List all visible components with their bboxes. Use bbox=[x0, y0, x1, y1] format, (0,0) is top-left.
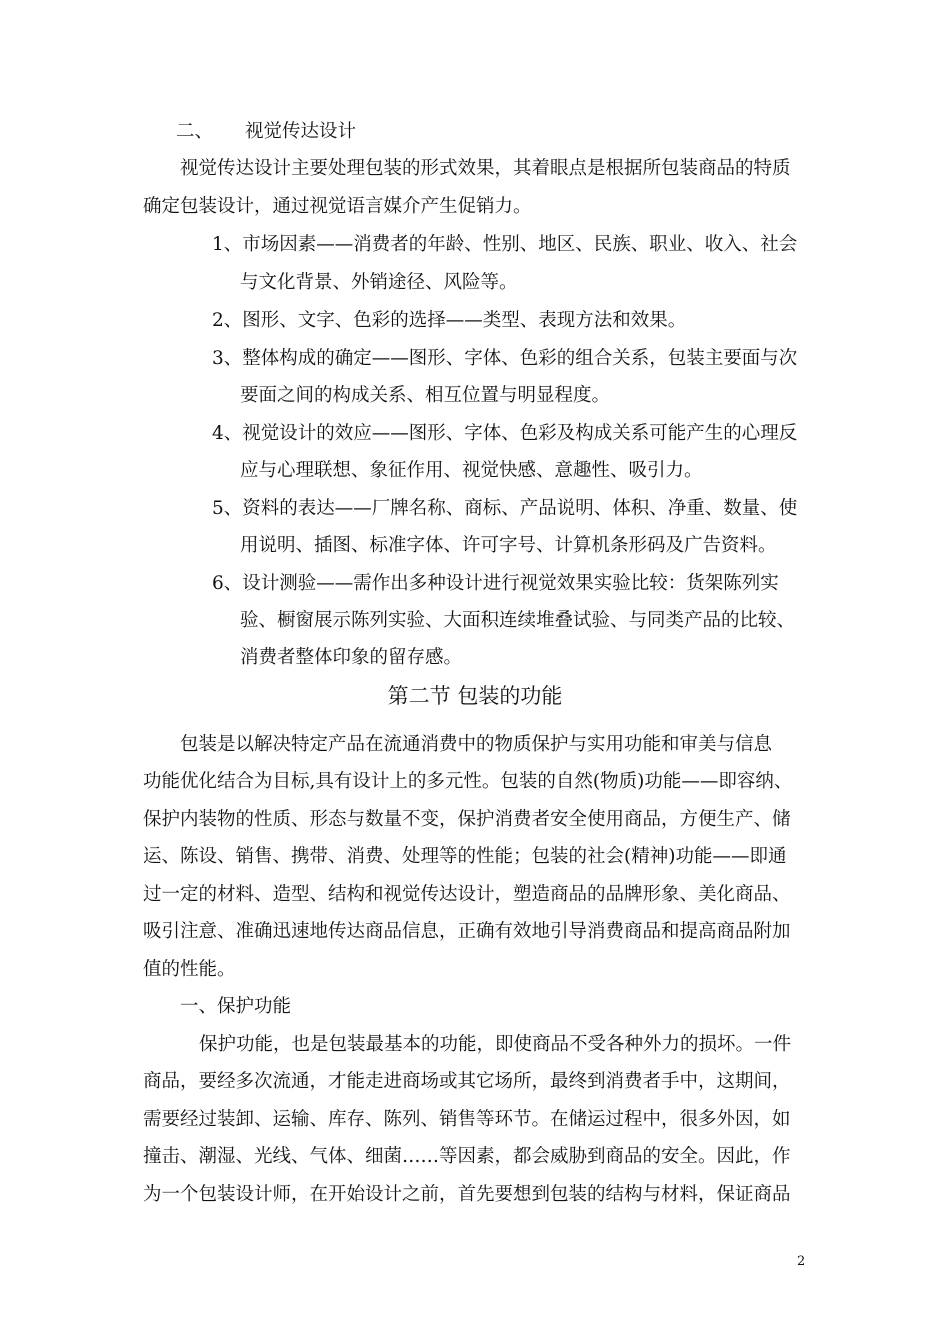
list-item-4: 4、视觉设计的效应——图形、字体、色彩及构成关系可能产生的心理反 bbox=[212, 423, 798, 444]
page-number: 2 bbox=[797, 1254, 806, 1269]
section-title: 视觉传达设计 bbox=[245, 121, 357, 142]
list-item-6-cont: 验、橱窗展示陈列实验、大面积连续堆叠试验、与同类产品的比较、 bbox=[240, 610, 796, 631]
protection-paragraph-line: 商品，要经多次流通，才能走进商场或其它场所，最终到消费者手中，这期间， bbox=[143, 1071, 791, 1092]
list-item-4-cont: 应与心理联想、象征作用、视觉快感、意趣性、吸引力。 bbox=[240, 460, 703, 481]
section-number: 二、 bbox=[176, 121, 214, 142]
protection-paragraph-line: 撞击、潮湿、光线、气体、细菌……等因素，都会威胁到商品的安全。因此，作 bbox=[143, 1146, 791, 1167]
list-item-3: 3、整体构成的确定——图形、字体、色彩的组合关系，包装主要面与次 bbox=[212, 348, 798, 369]
list-item-2: 2、图形、文字、色彩的选择——类型、表现方法和效果。 bbox=[212, 310, 687, 331]
list-item-1: 1、市场因素——消费者的年龄、性别、地区、民族、职业、收入、社会 bbox=[212, 234, 798, 255]
function-paragraph-line: 保护内装物的性质、形态与数量不变，保护消费者安全使用商品，方便生产、储 bbox=[143, 809, 791, 830]
list-item-5-cont: 用说明、插图、标准字体、许可字号、计算机条形码及广告资料。 bbox=[240, 535, 777, 556]
chapter-title: 第二节 包装的功能 bbox=[387, 684, 563, 708]
list-item-5: 5、资料的表达——厂牌名称、商标、产品说明、体积、净重、数量、使 bbox=[212, 498, 798, 519]
intro-line: 确定包装设计，通过视觉语言媒介产生促销力。 bbox=[143, 196, 532, 217]
intro-line: 视觉传达设计主要处理包装的形式效果，其着眼点是根据所包装商品的特质 bbox=[180, 158, 791, 179]
list-item-6-cont: 消费者整体印象的留存感。 bbox=[240, 647, 463, 668]
function-paragraph-line: 功能优化结合为目标,具有设计上的多元性。包装的自然(物质)功能——即容纳、 bbox=[143, 771, 793, 792]
list-item-6: 6、设计测验——需作出多种设计进行视觉效果实验比较：货架陈列实 bbox=[212, 573, 779, 594]
protection-paragraph-line: 为一个包装设计师，在开始设计之前，首先要想到包装的结构与材料，保证商品 bbox=[143, 1184, 791, 1205]
function-paragraph-line: 吸引注意、准确迅速地传达商品信息，正确有效地引导消费商品和提高商品附加 bbox=[143, 921, 791, 942]
function-paragraph-line: 过一定的材料、造型、结构和视觉传达设计，塑造商品的品牌形象、美化商品、 bbox=[143, 884, 791, 905]
protection-paragraph-line: 保护功能，也是包装最基本的功能，即使商品不受各种外力的损坏。一件 bbox=[199, 1034, 792, 1055]
function-paragraph-line: 值的性能。 bbox=[143, 959, 236, 980]
sub-heading: 一、保护功能 bbox=[180, 996, 292, 1017]
function-paragraph-line: 包装是以解决特定产品在流通消费中的物质保护与实用功能和审美与信息 bbox=[180, 734, 773, 755]
list-item-1-cont: 与文化背景、外销途径、风险等。 bbox=[240, 272, 518, 293]
list-item-3-cont: 要面之间的构成关系、相互位置与明显程度。 bbox=[240, 385, 611, 406]
protection-paragraph-line: 需要经过装卸、运输、库存、陈列、销售等环节。在储运过程中，很多外因，如 bbox=[143, 1109, 791, 1130]
function-paragraph-line: 运、陈设、销售、携带、消费、处理等的性能；包装的社会(精神)功能——即通 bbox=[143, 846, 787, 867]
